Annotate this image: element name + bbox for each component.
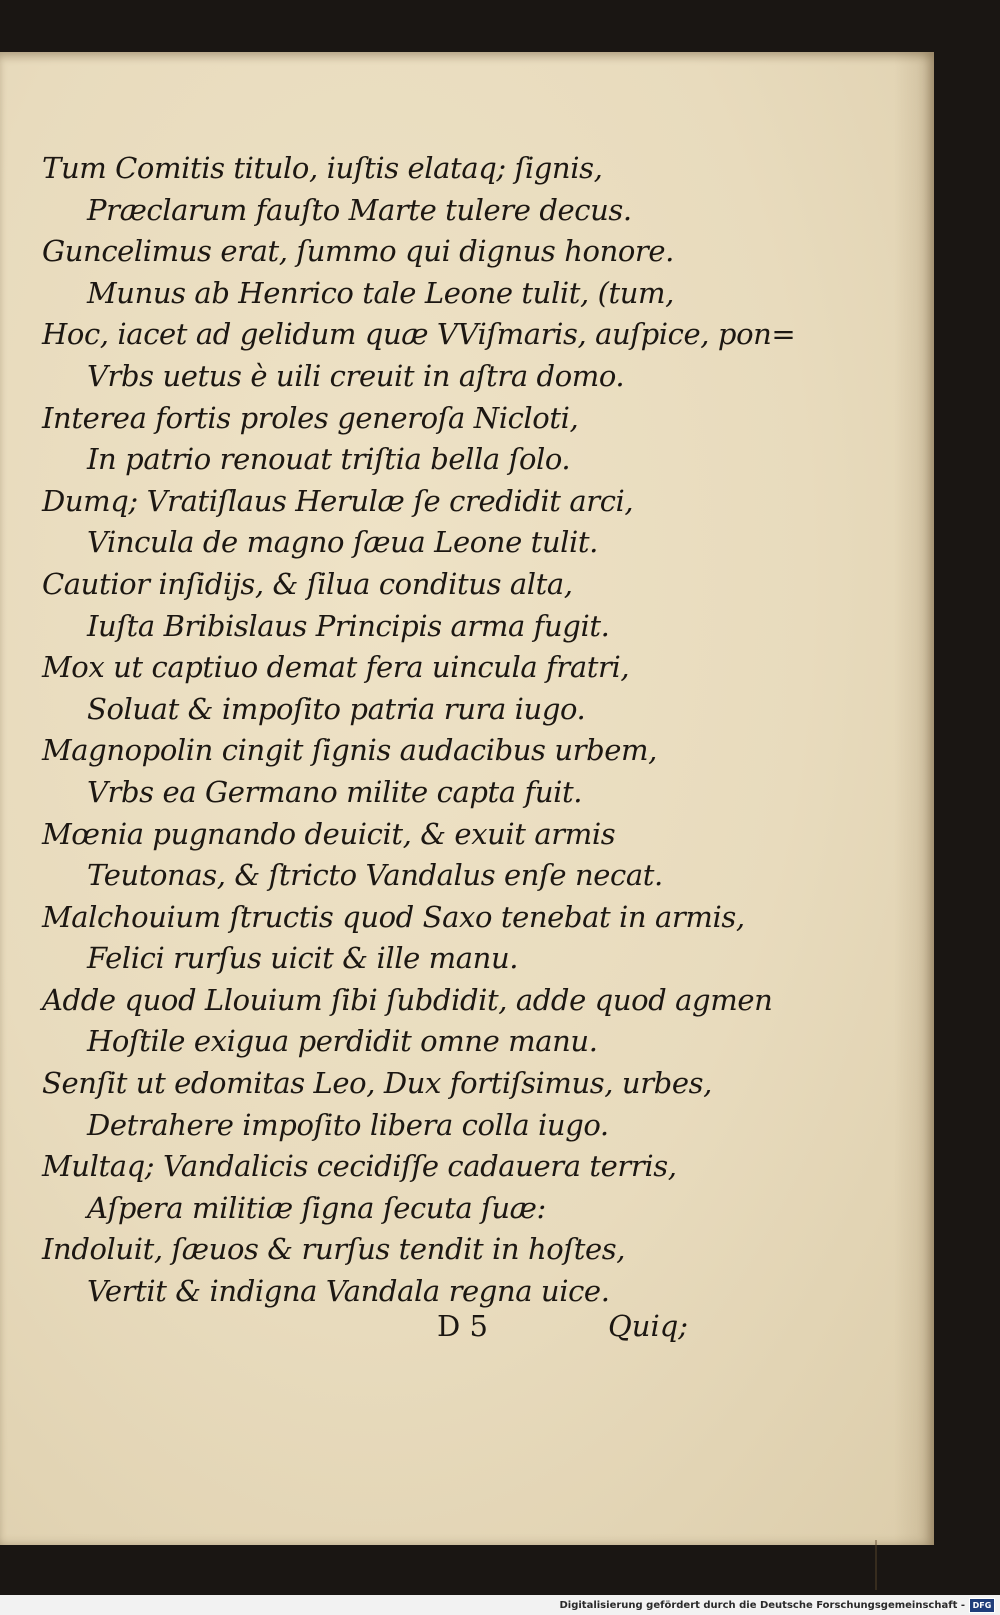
book-page	[0, 52, 934, 1545]
verse-text	[42, 148, 796, 1313]
verse-line: Senſit ut edomitas Leo, Dux fortiſsimus, urbes,	[42, 1066, 712, 1101]
page-fold-mark	[875, 1540, 877, 1590]
verse-line: Mox ut captiuo demat fera uincula fratri,	[42, 650, 630, 685]
verse-line: Indoluit, ſæuos & rurſus tendit in hoſtes,	[42, 1232, 626, 1267]
signature-mark: D 5	[437, 1309, 488, 1343]
verse-line: Dumq; Vratiſlaus Herulæ ſe credidit arci,	[42, 483, 634, 518]
verse-line: Cautior inſidijs, & ſilua conditus alta,	[42, 566, 573, 601]
verse-line: Vrbs uetus è uili creuit in aſtra domo.	[87, 358, 625, 393]
verse-line: Soluat & impoſito patria rura iugo.	[87, 691, 586, 726]
page-footer	[0, 1309, 934, 1349]
verse-line: Adde quod Llouium ſibi ſubdidit, adde quod agmen	[42, 982, 773, 1017]
verse-line: Magnopolin cingit ſignis audacibus urbem,	[42, 733, 657, 768]
verse-line: Interea fortis proles generoſa Nicloti,	[42, 400, 579, 435]
verse-line: Mœnia pugnando deuicit, & exuit armis	[42, 816, 616, 851]
verse-line: In patrio renouat triſtia bella ſolo.	[87, 442, 571, 477]
verse-line: Vincula de magno ſæua Leone tulit.	[87, 525, 599, 560]
verse-line: Hoc, iacet ad gelidum quæ VViſmaris, auſpice, pon=	[42, 317, 796, 352]
verse-line: Multaq; Vandalicis cecidiſſe cadauera terris,	[42, 1149, 677, 1184]
catchword: Quiq;	[608, 1309, 689, 1343]
dfg-logo-icon: DFG	[969, 1598, 995, 1613]
credit-text: Digitalisierung gefördert durch die Deutsche Forschungsgemeinschaft -	[559, 1599, 965, 1611]
verse-line: Felici rurſus uicit & ille manu.	[87, 941, 519, 976]
verse-line: Iuſta Bribislaus Principis arma fugit.	[87, 608, 610, 643]
verse-line: Præclarum fauſto Marte tulere decus.	[87, 192, 632, 227]
digitization-credit	[559, 1598, 995, 1612]
verse-line: Vrbs ea Germano milite capta fuit.	[87, 774, 583, 809]
verse-line: Munus ab Henrico tale Leone tulit, (tum,	[87, 275, 674, 310]
verse-line: Detrahere impoſito libera colla iugo.	[87, 1107, 609, 1142]
verse-line: Vertit & indigna Vandala regna uice.	[87, 1274, 610, 1309]
verse-line: Aſpera militiæ ſigna ſecuta ſuæ:	[87, 1190, 546, 1225]
verse-line: Malchouium ſtructis quod Saxo tenebat in armis,	[42, 899, 745, 934]
verse-line: Guncelimus erat, ſummo qui dignus honore.	[42, 234, 674, 269]
verse-line: Tum Comitis titulo, iuſtis elataq; ſignis,	[42, 151, 603, 185]
verse-line: Teutonas, & ſtricto Vandalus enſe necat.	[87, 858, 663, 893]
verse-line: Hoſtile exigua perdidit omne manu.	[87, 1024, 598, 1059]
